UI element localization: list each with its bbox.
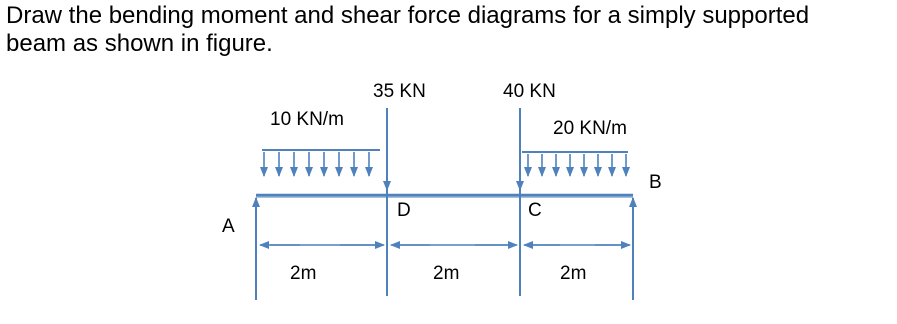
- question-line-1: Draw the bending moment and shear force diagrams for a simply supported: [6, 2, 810, 29]
- udl-right: [522, 152, 628, 176]
- support-a-label: A: [222, 216, 235, 237]
- point-load-c-label: 40 KN: [503, 81, 556, 102]
- udl-left-label: 10 KN/m: [270, 109, 344, 130]
- point-load-d-label: 35 KN: [373, 81, 426, 102]
- question-line-2: beam as shown in figure.: [6, 30, 273, 57]
- point-d-label: D: [397, 200, 411, 221]
- span-2-label: 2m: [433, 263, 460, 284]
- span-1-label: 2m: [290, 263, 317, 284]
- beam: [256, 195, 633, 197]
- point-c-label: C: [528, 200, 542, 221]
- support-b-label: B: [649, 172, 662, 193]
- span-3-label: 2m: [560, 263, 587, 284]
- udl-right-label: 20 KN/m: [553, 118, 627, 139]
- udl-left: [262, 150, 380, 176]
